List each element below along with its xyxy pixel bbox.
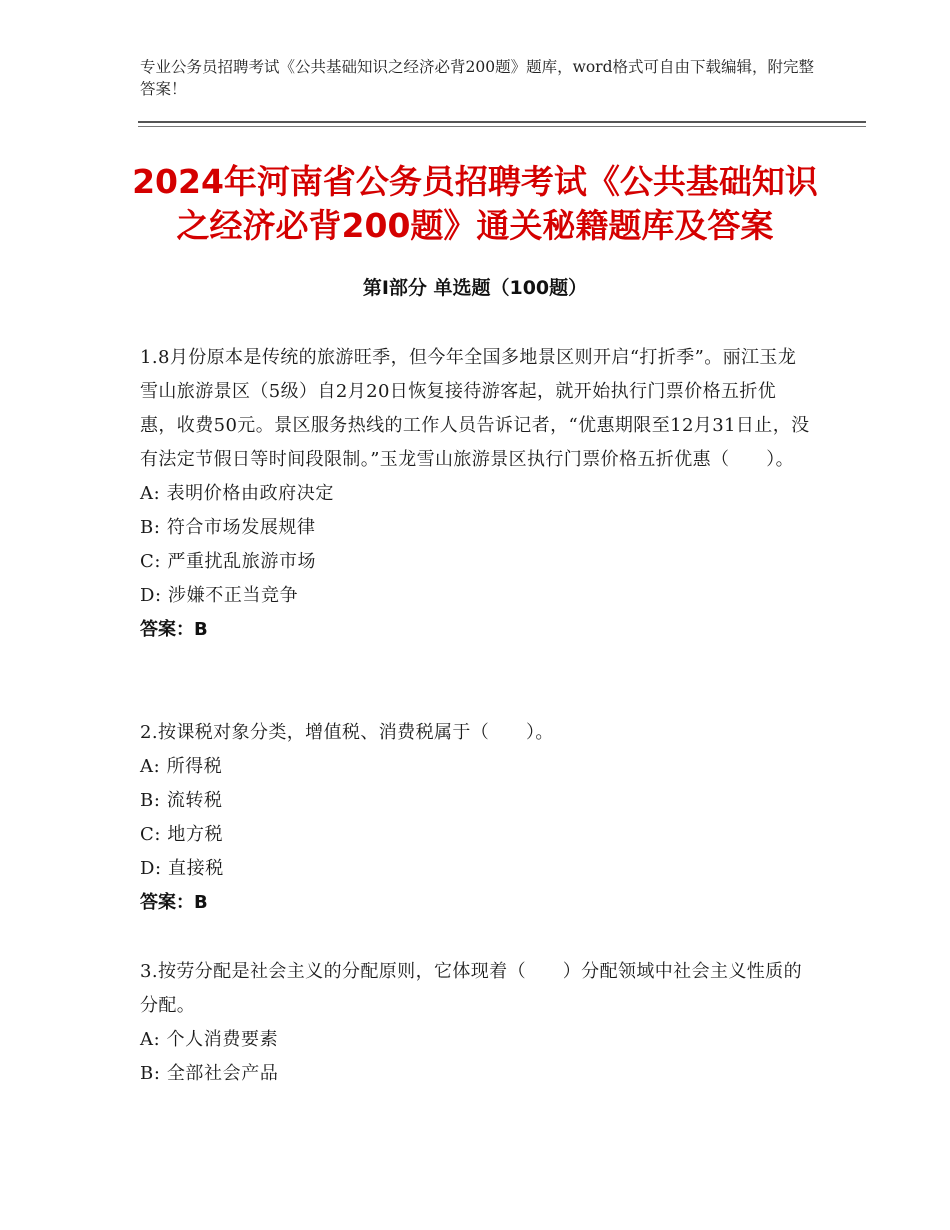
option-a: A: 表明价格由政府决定 xyxy=(140,483,334,504)
option-a: A: 个人消费要素 xyxy=(140,1029,279,1050)
question-text: 3.按劳分配是社会主义的分配原则，它体现着（ ）分配领域中社会主义性质的分配。 xyxy=(140,961,802,1016)
answer-label: 答案：B xyxy=(140,892,208,913)
option-c: C: 地方税 xyxy=(140,824,224,845)
option-b: B: 流转税 xyxy=(140,790,223,811)
header-rule-thick xyxy=(138,121,866,123)
option-d: D: 直接税 xyxy=(140,858,224,879)
option-d: D: 涉嫌不正当竞争 xyxy=(140,585,299,606)
header-note: 专业公务员招聘考试《公共基础知识之经济必背200题》题库，word格式可自由下载编辑，附完整答案！ xyxy=(140,58,815,98)
question-text: 2.按课税对象分类，增值税、消费税属于（ ）。 xyxy=(140,722,554,743)
option-a: A: 所得税 xyxy=(140,756,223,777)
option-c: C: 严重扰乱旅游市场 xyxy=(140,551,317,572)
page-title: 2024年河南省公务员招聘考试《公共基础知识之经济必背200题》通关秘籍题库及答案 xyxy=(132,162,818,245)
question-block-3 xyxy=(140,955,810,1091)
option-b: B: 全部社会产品 xyxy=(140,1063,279,1084)
answer-label: 答案：B xyxy=(140,619,208,640)
header-rule-thin xyxy=(138,126,866,127)
section-title: 第Ⅰ部分 单选题（100题） xyxy=(362,277,588,299)
question-block-1 xyxy=(140,341,810,647)
question-text: 1.8月份原本是传统的旅游旺季，但今年全国多地景区则开启“打折季”。丽江玉龙雪山旅游景区（5级）自2月20日恢复接待游客起，就开始执行门票价格五折优惠，收费50元。景区服务热线的工作人员告诉记者，“优惠期限至12月31日止，没有法定节假日等时间段限制。”玉龙雪山旅游景区执行门票价格五折优惠（ ）。 xyxy=(140,347,810,470)
question-block-2 xyxy=(140,716,810,920)
option-b: B: 符合市场发展规律 xyxy=(140,517,316,538)
